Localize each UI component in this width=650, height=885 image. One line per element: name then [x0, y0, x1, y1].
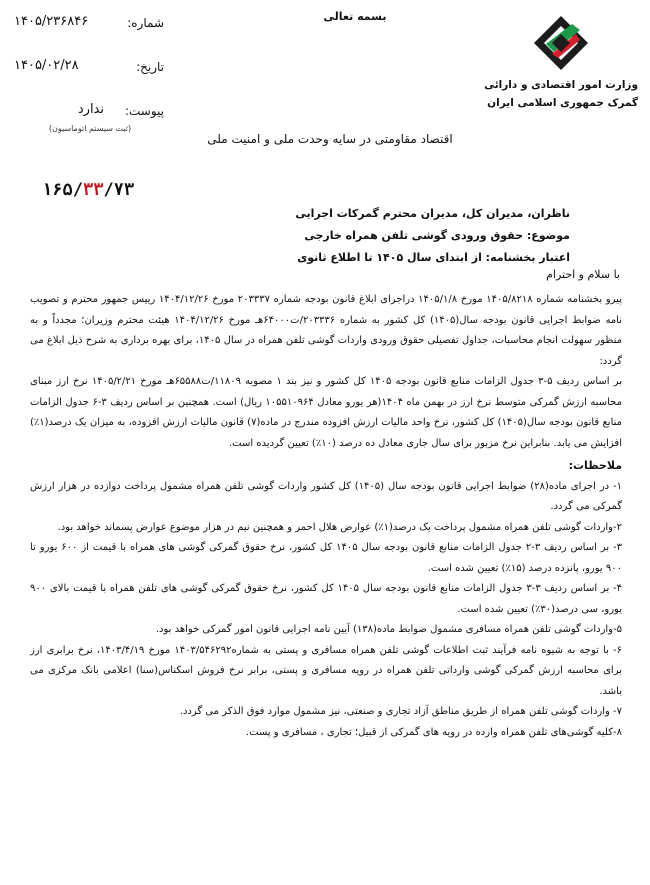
subject-topic: موضوع: حقوق ورودی گوشی تلفن همراه خارجی — [304, 229, 570, 242]
note-item: ۴- بر اساس ردیف ۳-۳ جدول الزامات منابع قانون بودجه سال ۱۴۰۵ کل کشور، نرخ حقوق گمرکی گوشی های تلفن همراه با قیمت بالای ۹۰۰ یورو، سی درصد(۳۰٪) تعیین شده است. — [30, 583, 623, 615]
note-item: ۳- بر اساس ردیف ۳-۲ جدول الزامات منابع قانون بودجه سال ۱۴۰۵ کل کشور، نرخ حقوق گمرکی گوشی های همراه با قیمت از ۶۰۰ یورو تا ۹۰۰ یورو، پانزده درصد (۱۵٪) تعیین شده است. — [30, 542, 623, 574]
letter-body — [30, 290, 622, 743]
number-value: ۱۴۰۵/۲۳۶۸۴۶ — [14, 14, 89, 29]
note-item: ۲-واردات گوشی تلفن همراه مشمول پرداخت یک درصد(۱٪) عوارض هلال احمر و همچنین نیم در هزار موضوع عوارض پسماند خواهد بود. — [57, 521, 622, 533]
meta-attachment-row — [14, 98, 164, 142]
subject-validity: اعتبار بخشنامه: از ابتدای سال ۱۴۰۵ تا اطلاع ثانوی — [297, 251, 570, 264]
note-item: ۷- واردات گوشی تلفن همراه از طریق مناطق آزاد تجاری و صنعتی، نیز مشمول موارد فوق الذکر می گردد. — [179, 706, 622, 717]
automation-note: (ثبت سیستم اتوماسیون) — [48, 124, 132, 133]
customs-logo-icon — [532, 14, 590, 72]
note-item: ۸-کلیه گوشی‌های تلفن همراه وارده در رویه های گمرکی از قبیل؛ تجاری ، مسافری و پست. — [245, 726, 622, 738]
letter-meta — [14, 10, 164, 142]
recipients: ناظران، مدیران کل، مدیران محترم گمرکات اجرایی — [295, 207, 570, 220]
customs-name: گمرک جمهوری اسلامی ایران — [487, 97, 638, 109]
meta-number-row — [14, 10, 164, 54]
attachment-label: پیوست: — [124, 104, 164, 118]
subject-block — [50, 203, 570, 269]
ministry-title-block — [438, 76, 638, 112]
document-number — [42, 180, 134, 200]
date-label: تاریخ: — [136, 60, 164, 74]
notes-list — [30, 477, 622, 744]
paragraph-2: بر اساس ردیف ۵-۳ جدول الزامات منابع قانون بودجه ۱۴۰۵ کل کشور و نیز بند ۱ مصوبه ۱۱۸۰۹/ت۶۵۵۸۸هـ مورخ ۱۴۰۵/۲/۲۱ نرخ ارز مبنای محاسبه ارزش گمرکی متوسط نرخ ارز در بهمن ماه ۱۴۰۴(هر یورو معادل ۱۰۵۵۱۰۹۶۴ ریال) است. همچنین بر اساس ردیف ۳-۶ جدول الزامات منابع قانون بودجه سال(۱۴۰۵) کل کشور، نرخ واحد مالیات ارزش افزوده مندرج در ماده(۷) قانون مالیات ارزش افزوده، به میزان یک درصد(۱٪) افزایش می یابد. بنابراین نرخ مزبور برای سال جاری معادل ده درصد (۱۰٪) تعیین گردیده است. — [30, 376, 623, 449]
doc-number-part1: ۱۶۵/ — [42, 180, 83, 200]
greeting: با سلام و احترام — [546, 268, 620, 281]
ministry-name: وزارت امور اقتصادی و دارائی — [484, 79, 638, 91]
note-item: ۵-واردات گوشی تلفن همراه مسافری مشمول ضوابط ماده(۱۳۸) آیین نامه اجرایی قانون امور گمرکی خواهد بود. — [155, 624, 622, 635]
doc-number-part3: /۷۳ — [103, 180, 135, 200]
number-label: شماره: — [127, 16, 164, 30]
meta-date-row — [14, 54, 164, 98]
note-item: ۶- با توجه به شیوه نامه فرآیند ثبت اطلاعات گوشی تلفن همراه مسافری و پستی به شماره۱۴۰۳/۵۴۶۲۹۲ مورخ ۱۴۰۳/۴/۱۹، نرخ برابری ارز برای محاسبه ارزش گمرکی گوشی وارداتی تلفن همراه در رویه مسافری و پستی، برابر نرخ فروش اسکناس(سنا) اعلامی بانک مرکزی می باشد. — [30, 644, 622, 697]
doc-number-part2: ۳۳ — [82, 180, 104, 200]
notes-title: ملاحظات: — [568, 459, 622, 472]
attachment-value: ندارد — [77, 102, 104, 117]
slogan: اقتصاد مقاومتی در سایه وحدت ملی و امنیت ملی — [207, 132, 453, 146]
bismillah-header: بسمه تعالی — [323, 10, 387, 23]
date-value: ۱۴۰۵/۰۲/۲۸ — [14, 58, 79, 73]
paragraph-1: پیرو بخشنامه شماره ۱۴۰۵/۸۲۱۸ مورخ ۱۴۰۵/۱/۸ دراجرای ابلاغ قانون بودجه شماره ۲۰۳۳۳۷ مورخ ۱۴۰۴/۱۲/۲۶ رییس جمهور محترم و تصویب نامه ضوابط اجرایی قانون بودجه سال(۱۴۰۵) کل کشور به شماره ۲۰۳۳۳۶/ت۶۴۰۰۰هـ مورخ ۱۴۰۴/۱۲/۲۶ هیئت محترم وزیران؛ مجدداً و به منظور سهولت انجام محاسبات، جداول تفصیلی حقوق ورودی واردات گوشی تلفن همراه در سال ۱۴۰۵، برای بهره برداری به شرح ذیل ابلاغ می گردد: — [30, 294, 623, 367]
note-item: ۱- در اجرای ماده(۲۸) ضوابط اجرایی قانون بودجه سال (۱۴۰۵) کل کشور واردات گوشی تلفن همراه مشمول پرداخت دوازده در هزار ارزش گمرکی می گردد. — [30, 480, 622, 512]
